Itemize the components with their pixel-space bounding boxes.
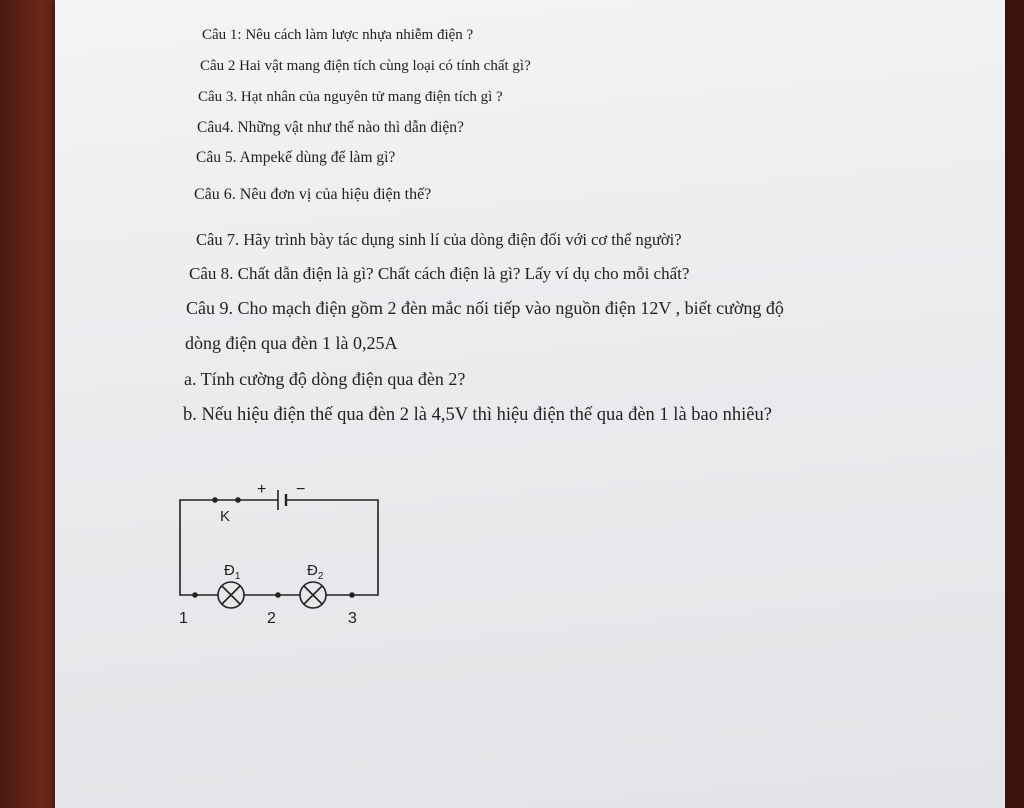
node-1-label: 1 <box>179 610 188 627</box>
node-3-label: 3 <box>348 610 357 627</box>
lamp-2-label: $Đ_2$ <box>307 562 324 582</box>
question-2: Câu 2 Hai vật mang điện tích cùng loại có tính chất gì? <box>200 58 531 74</box>
node-1-dot <box>192 592 198 598</box>
question-6: Câu 6. Nêu đơn vị của hiệu điện thế? <box>194 186 432 203</box>
node-2-label: 2 <box>267 610 276 627</box>
wire-left <box>180 500 215 595</box>
question-8: Câu 8. Chất dẫn điện là gì? Chất cách điện là gì? Lấy ví dụ cho mỗi chất? <box>189 264 690 283</box>
node-3-dot <box>349 592 355 598</box>
lamp-1-label: $Đ_1$ <box>224 562 241 582</box>
battery-plus-label: + <box>257 481 267 498</box>
question-5: Câu 5. Ampekế dùng để làm gì? <box>196 149 396 166</box>
question-9-part-b: b. Nếu hiệu điện thế qua đèn 2 là 4,5V thì hiệu điện thế qua đèn 1 là bao nhiêu? <box>183 405 772 425</box>
question-7: Câu 7. Hãy trình bày tác dụng sinh lí của dòng điện đối với cơ thể người? <box>196 230 682 249</box>
node-2-dot <box>275 592 281 598</box>
battery-minus-label: − <box>296 481 306 498</box>
question-1: Câu 1: Nêu cách làm lược nhựa nhiễm điện ? <box>202 27 474 43</box>
question-3: Câu 3. Hạt nhân của nguyên tử mang điện tích gì ? <box>198 89 503 105</box>
question-4: Câu4. Những vật như thế nào thì dẫn điện? <box>197 119 464 136</box>
question-9-part-a: a. Tính cường độ dòng điện qua đèn 2? <box>184 369 466 389</box>
circuit-diagram <box>160 470 400 640</box>
wire-right <box>286 500 378 595</box>
question-9-line-1: Câu 9. Cho mạch điện gồm 2 đèn mắc nối tiếp vào nguồn điện 12V , biết cường độ <box>186 298 784 318</box>
switch-contact-right <box>235 497 241 503</box>
question-9-line-2: dòng điện qua đèn 1 là 0,25A <box>185 333 398 353</box>
switch-contact-left <box>212 497 218 503</box>
switch-label: K <box>220 508 231 525</box>
